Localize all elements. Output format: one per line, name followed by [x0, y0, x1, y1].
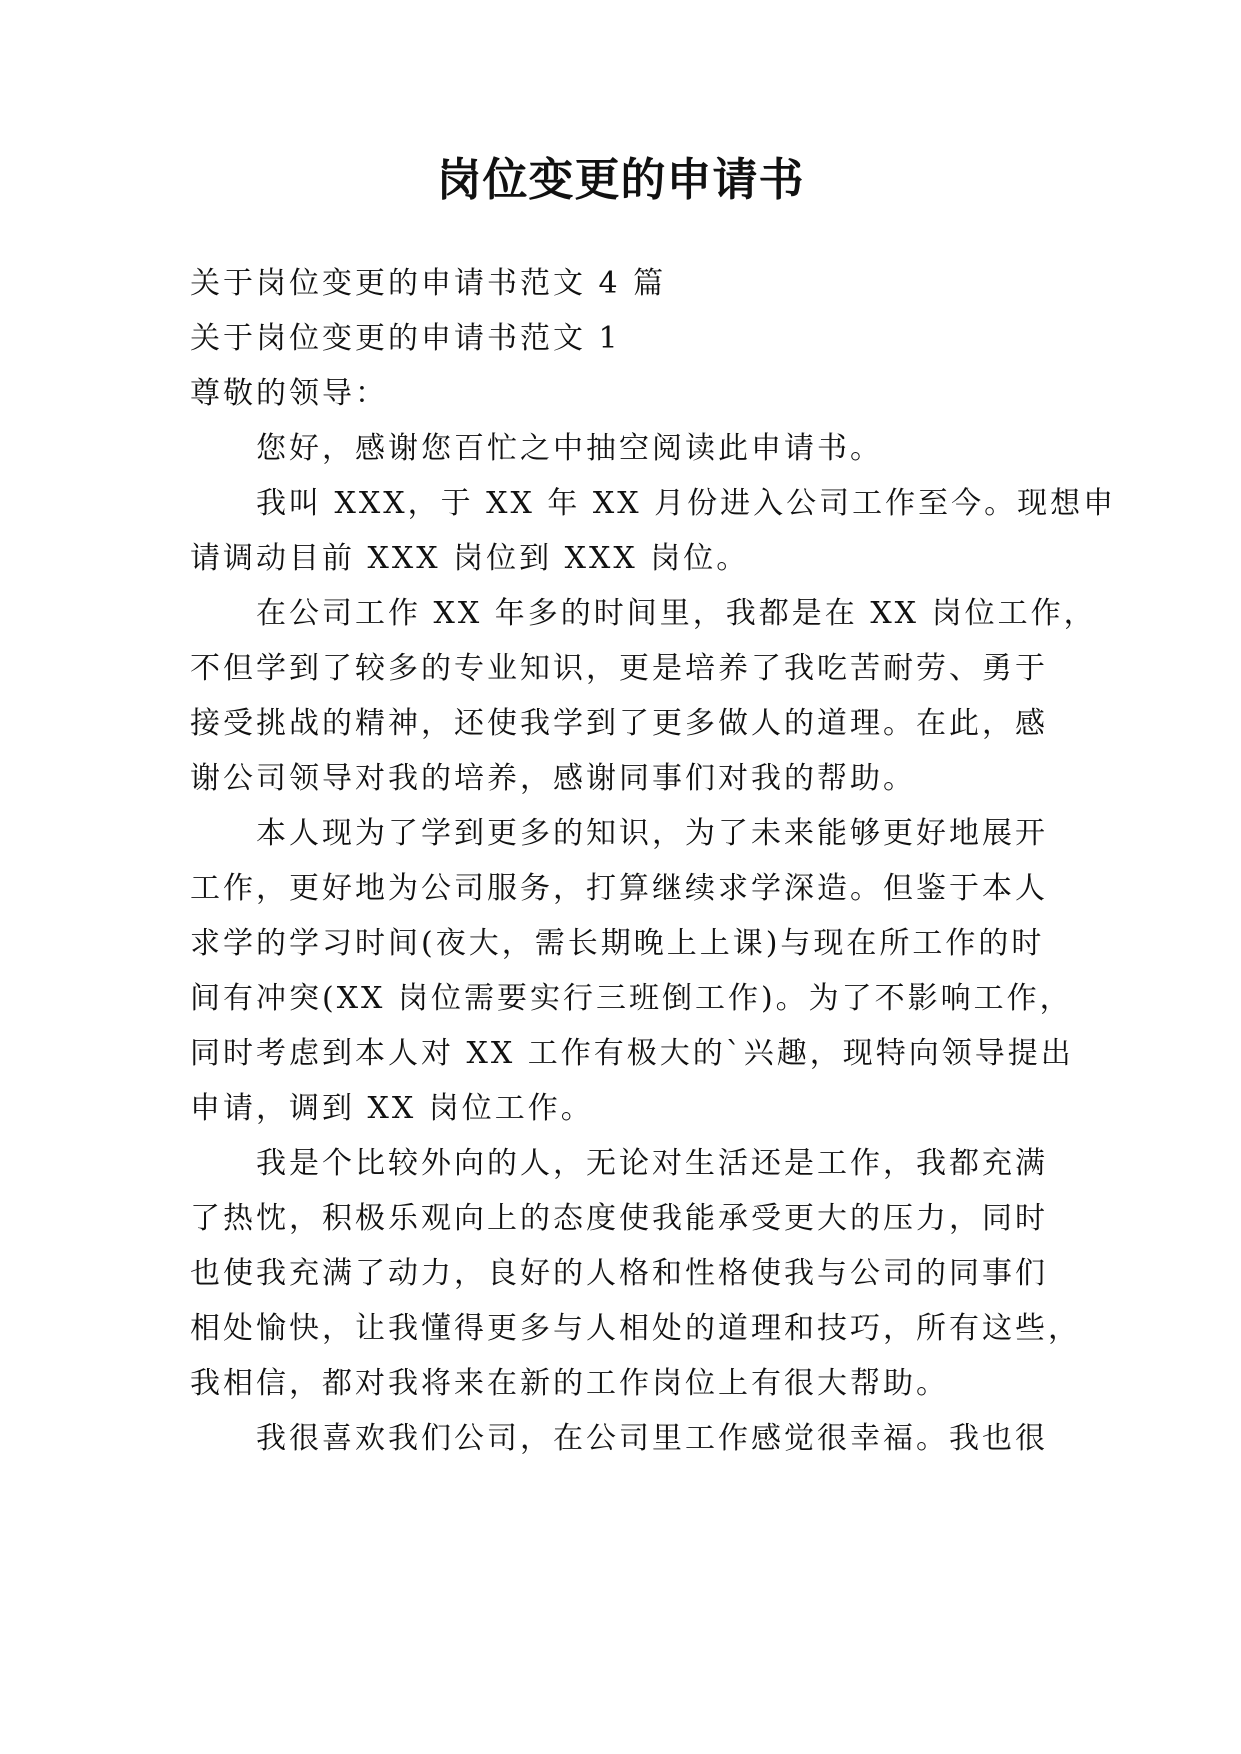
paragraph-line: 我很喜欢我们公司，在公司里工作感觉很幸福。我也很: [256, 1421, 1048, 1456]
section-heading: 关于岗位变更的申请书范文 1: [190, 321, 621, 356]
paragraph-line: 我叫 XXX，于 XX 年 XX 月份进入公司工作至今。现想申: [256, 486, 1117, 521]
paragraph-line: 您好，感谢您百忙之中抽空阅读此申请书。: [256, 431, 883, 466]
paragraph-line: 接受挑战的精神，还使我学到了更多做人的道理。在此，感: [190, 706, 1048, 741]
paragraph-line: 相处愉快，让我懂得更多与人相处的道理和技巧，所有这些，: [190, 1311, 1081, 1346]
paragraph-line: 求学的学习时间(夜大，需长期晚上上课)与现在所工作的时: [190, 926, 1045, 961]
paragraph-line: 请调动目前 XXX 岗位到 XXX 岗位。: [190, 541, 750, 576]
paragraph-line: 也使我充满了动力，良好的人格和性格使我与公司的同事们: [190, 1256, 1048, 1291]
paragraph-line: 在公司工作 XX 年多的时间里，我都是在 XX 岗位工作，: [256, 596, 1097, 631]
paragraph-line: 了热忱，积极乐观向上的态度使我能承受更大的压力，同时: [190, 1201, 1048, 1236]
paragraph-line: 我是个比较外向的人，无论对生活还是工作，我都充满: [256, 1146, 1048, 1181]
paragraph-line: 申请，调到 XX 岗位工作。: [190, 1091, 594, 1126]
paragraph-line: 不但学到了较多的专业知识，更是培养了我吃苦耐劳、勇于: [190, 651, 1048, 686]
salutation: 尊敬的领导：: [190, 376, 388, 411]
paragraph-line: 工作，更好地为公司服务，打算继续求学深造。但鉴于本人: [190, 871, 1048, 906]
paragraph-line: 本人现为了学到更多的知识，为了未来能够更好地展开: [256, 816, 1048, 851]
paragraph-line: 同时考虑到本人对 XX 工作有极大的`兴趣，现特向领导提出: [190, 1036, 1074, 1071]
paragraph-line: 谢公司领导对我的培养，感谢同事们对我的帮助。: [190, 761, 916, 796]
paragraph-line: 间有冲突(XX 岗位需要实行三班倒工作)。为了不影响工作，: [190, 981, 1073, 1016]
document-title: 岗位变更的申请书: [436, 153, 805, 206]
subtitle-line: 关于岗位变更的申请书范文 4 篇: [190, 266, 667, 301]
paragraph-line: 我相信，都对我将来在新的工作岗位上有很大帮助。: [190, 1366, 949, 1401]
